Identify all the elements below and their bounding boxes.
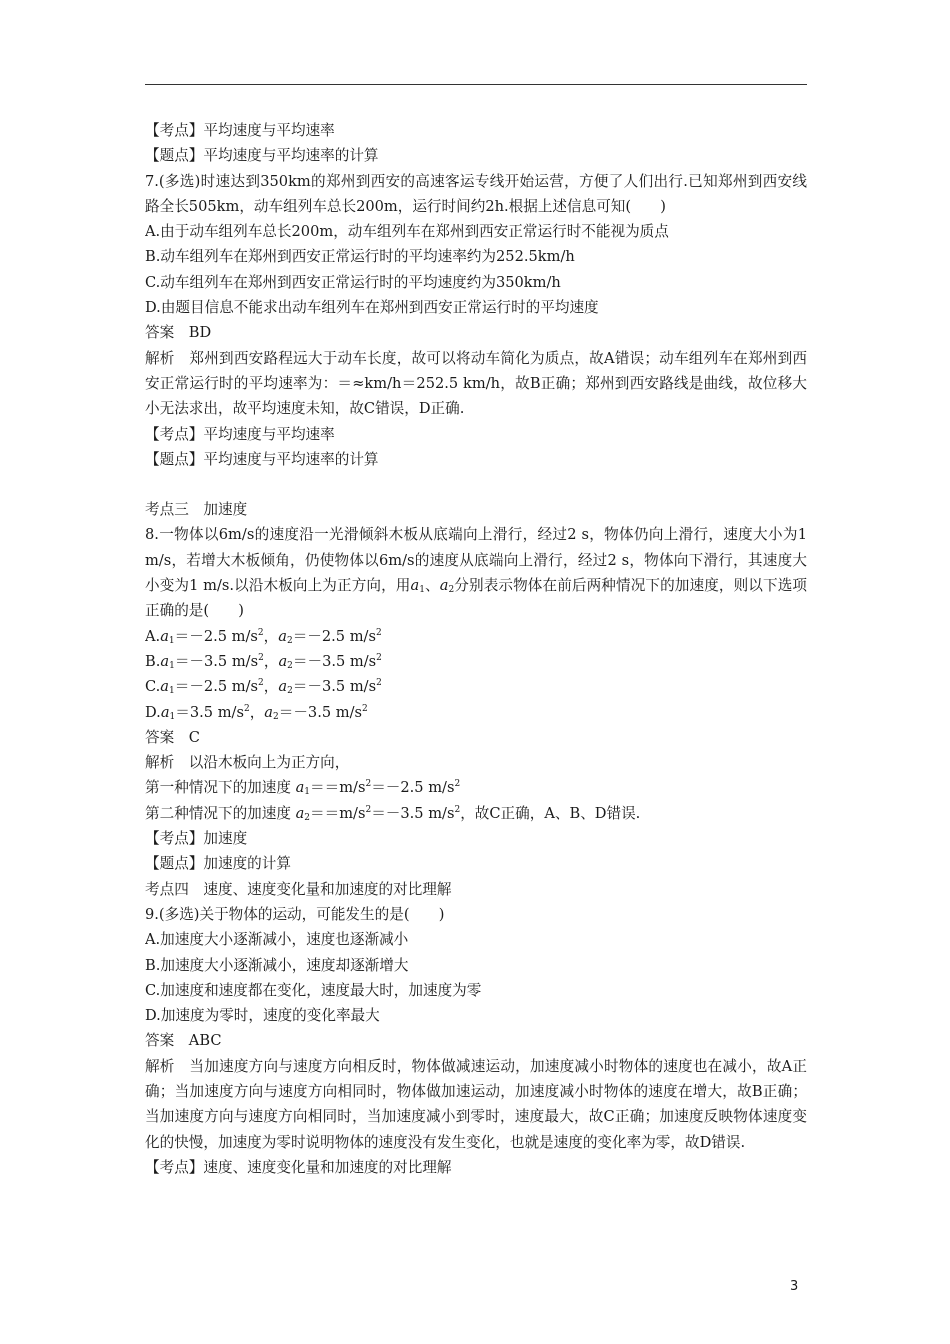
tidian-label: 【题点】加速度的计算 (145, 855, 291, 873)
kaodian-label: 【考点】速度、速度变化量和加速度的对比理解 (145, 1158, 452, 1176)
question-7-analysis: 解析 郑州到西安路程远大于动车长度，故可以将动车简化为质点，故A错误；动车组列车在郑州到西安正常运行时的平均速率为：＝≈km/h＝252.5 km/h，故B正确；郑州到西安路线是曲线，故位移大小无法求出，故平均速度未知，故C错误，D正确. (145, 349, 807, 418)
question-8-option: $C.a_1=-2.5$ $m/s^2$，$a_2=-3.5$ $m/s^2$ (145, 678, 382, 697)
question-8-answer: 答案 C (145, 728, 200, 746)
tidian-label: 【题点】平均速度与平均速率的计算 (145, 450, 379, 468)
header-rule (145, 84, 807, 85)
question-8-option: $A.a_1=-2.5$ $m/s^2$，$a_2=-2.5$ $m/s^2$ (145, 627, 382, 646)
kaodian-label: 【考点】平均速度与平均速率 (145, 425, 335, 443)
question-9-option-d: D.加速度为零时，速度的变化率最大 (145, 1007, 380, 1025)
page-number: 3 (790, 1279, 799, 1294)
kaodian-label: 【考点】平均速度与平均速率 (145, 122, 335, 139)
question-8-analysis-line: 解析 以沿木板向上为正方向， (145, 754, 350, 772)
question-9-answer: 答案 ABC (145, 1032, 222, 1050)
question-7-option-b: B.动车组列车在郑州到西安正常运行时的平均速率约为252.5km/h (145, 248, 575, 266)
question-9-option-a: A.加速度大小逐渐减小，速度也逐渐减小 (145, 931, 409, 949)
question-7-option-a: A.由于动车组列车总长200m，动车组列车在郑州到西安正常运行时不能视为质点 (145, 223, 669, 241)
question-8-option: $B.a_1=-3.5$ $m/s^2$，$a_2=-3.5$ $m/s^2$ (145, 652, 382, 671)
question-9-stem: 9.(多选)关于物体的运动，可能发生的是( ) (145, 905, 445, 923)
question-7-option-c: C.动车组列车在郑州到西安正常运行时的平均速度约为350km/h (145, 273, 561, 291)
question-8-option: $D.a_1=3.5$ $m/s^2$，$a_2=-3.5$ $m/s^2$ (145, 703, 368, 722)
document-body (145, 118, 807, 1180)
kaodian-label: 【考点】加速度 (145, 830, 248, 848)
question-9-option-b: B.加速度大小逐渐减小，速度却逐渐增大 (145, 956, 409, 974)
question-9-analysis: 解析 当加速度方向与速度方向相反时，物体做减速运动，加速度减小时物体的速度也在减小，故A正确；当加速度方向与速度方向相同时，物体做加速运动，加速度减小时物体的速度在增大，故B正确；当加速度方向与速度方向相同时，当加速度减小到零时，速度最大，故C正确；加速度反映物体速度变化的快慢，加速度为零时说明物体的速度没有发生变化，也就是速度的变化率为零，故D错误. (145, 1057, 807, 1151)
question-8-analysis-line: 第一种情况下的加速度 $a_1==m/s^2=-2.5$ $m/s^2$ (145, 779, 461, 798)
question-7-answer: 答案 BD (145, 324, 212, 342)
section-heading: 考点三 加速度 (145, 501, 248, 519)
section-gap (145, 472, 807, 497)
question-8-analysis-line: 第二种情况下的加速度 $a_2==m/s^2=-3.5$ $m/s^2$，故C正确，A、B、D错误. (145, 804, 641, 823)
question-8-options (145, 624, 807, 725)
question-8-stem: 8.一物体以6m/s的速度沿一光滑倾斜木板从底端向上滑行，经过2 s，物体仍向上滑行，速度大小为1 m/s，若增大木板倾角，仍使物体以6m/s的速度从底端向上滑行，经过2 s，物体向下滑行，其速度大小变为1 m/s.以沿木板向上为正方向，用$a_1$、$a_2$分别表示物体在前后两种情况下的加速度，则以下选项正确的是( ) (145, 526, 807, 620)
section-heading: 考点四 速度、速度变化量和加速度的对比理解 (145, 880, 452, 898)
tidian-label: 【题点】平均速度与平均速率的计算 (145, 147, 379, 165)
question-7-stem: 7.(多选)时速达到350km的郑州到西安的高速客运专线开始运营，方便了人们出行.已知郑州到西安线路全长505km，动车组列车总长200m，运行时间约2h.根据上述信息可知( ) (145, 172, 807, 215)
question-7-option-d: D.由题目信息不能求出动车组列车在郑州到西安正常运行时的平均速度 (145, 299, 599, 317)
question-9-option-c: C.加速度和速度都在变化，速度最大时，加速度为零 (145, 981, 482, 999)
